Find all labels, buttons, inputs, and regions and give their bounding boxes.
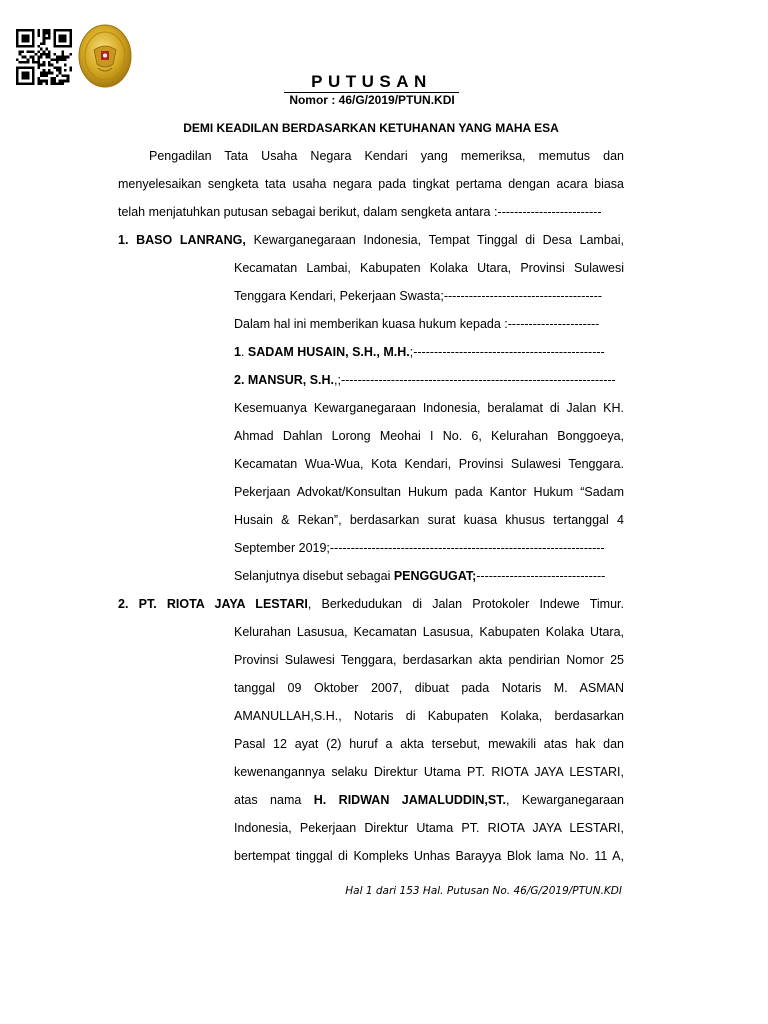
document-title: PUTUSAN	[284, 72, 459, 93]
party-1-line-2: Kecamatan Lambai, Kabupaten Kolaka Utara, Provinsi Sulawesi	[234, 261, 624, 275]
court-seal-logo	[78, 24, 132, 88]
attorney-2-dashes: ,;------------------------------------------------------------------	[334, 373, 616, 387]
attorney-address-3: Kecamatan Wua-Wua, Kota Kendari, Provinsi Sulawesi Tenggara.	[234, 457, 624, 471]
party-1-kuasa: Dalam hal ini memberikan kuasa hukum kepada :----------------------	[234, 317, 600, 331]
party-2-name: 2. PT. RIOTA JAYA LESTARI	[118, 597, 308, 611]
party-2-line-2: Kelurahan Lasusua, Kecamatan Lasusua, Kabupaten Kolaka Utara,	[234, 625, 624, 639]
party-2-line-5: AMANULLAH,S.H., Notaris di Kabupaten Kolaka, berdasarkan	[234, 709, 624, 723]
party-2-line-6: Pasal 12 ayat (2) huruf a akta tersebut, mewakili atas hak dan	[234, 737, 624, 751]
attorney-address-6: September 2019;------------------------------------------------------------------	[234, 541, 605, 555]
attorney-2-name: 2. MANSUR, S.H.	[234, 373, 335, 387]
attorney-1-name: SADAM HUSAIN, S.H., M.H.	[247, 345, 410, 359]
party-2-line-1-text: , Berkedudukan di Jalan Protokoler Indewe Timur.	[307, 597, 624, 611]
party-2-line-4: tanggal 09 Oktober 2007, dibuat pada Notaris M. ASMAN	[234, 681, 624, 695]
party-1-name: 1. BASO LANRANG,	[118, 233, 246, 247]
attorney-1-sep: .	[240, 345, 245, 359]
party-2-representative-suffix: , Kewarganegaraan	[505, 793, 624, 807]
party-2-line-9: Indonesia, Pekerjaan Direktur Utama PT. RIOTA JAYA LESTARI,	[234, 821, 624, 835]
party-2-line-3: Provinsi Sulawesi Tenggara, berdasarkan akta pendirian Nomor 25	[234, 653, 624, 667]
party-2-representative-name: H. RIDWAN JAMALUDDIN,ST.	[313, 793, 506, 807]
attorney-1-dashes: ;----------------------------------------------	[409, 345, 605, 359]
party-1-line-1	[118, 232, 624, 248]
party-1-line-1-text: Kewarganegaraan Indonesia, Tempat Tinggal di Desa Lambai,	[253, 233, 624, 247]
intro-line-1: Pengadilan Tata Usaha Negara Kendari yang memeriksa, memutus dan	[149, 149, 624, 163]
qr-code	[16, 29, 72, 85]
party-2-line-1	[118, 596, 624, 612]
party-1-role-label: PENGGUGAT;	[393, 569, 477, 583]
page-footer: Hal 1 dari 153 Hal. Putusan No. 46/G/2019/PTUN.KDI	[345, 885, 622, 897]
intro-line-3: telah menjatuhkan putusan sebagai berikut, dalam sengketa antara :-------------------------	[118, 205, 602, 219]
party-2-line-8	[234, 792, 624, 808]
intro-line-2: menyelesaikan sengketa tata usaha negara pada tingkat pertama dengan acara biasa	[118, 177, 624, 191]
party-2-line-10: bertempat tinggal di Kompleks Unhas Barayya Blok lama No. 11 A,	[234, 849, 624, 863]
party-1-role-prefix: Selanjutnya disebut sebagai	[234, 569, 394, 583]
attorney-1	[234, 344, 624, 360]
party-1-role	[234, 568, 624, 584]
preamble-heading: DEMI KEADILAN BERDASARKAN KETUHANAN YANG MAHA ESA	[183, 121, 559, 135]
party-2-line-7: kewenangannya selaku Direktur Utama PT. RIOTA JAYA LESTARI,	[234, 765, 624, 779]
case-number: Nomor : 46/G/2019/PTUN.KDI	[289, 93, 455, 107]
attorney-1-number: 1	[234, 345, 241, 359]
attorney-address-4: Pekerjaan Advokat/Konsultan Hukum pada Kantor Hukum “Sadam	[234, 485, 624, 499]
attorney-2	[234, 372, 624, 388]
attorney-address-5: Husain & Rekan”, berdasarkan surat kuasa khusus tertanggal 4	[234, 513, 624, 527]
party-2-representative-prefix: atas nama	[234, 793, 314, 807]
party-1-role-dashes: -------------------------------	[476, 569, 606, 583]
attorney-address-2: Ahmad Dahlan Lorong Meohai I No. 6, Kelurahan Bonggoeya,	[234, 429, 624, 443]
party-1-line-3: Tenggara Kendari, Pekerjaan Swasta;--------------------------------------	[234, 289, 603, 303]
attorney-address-1: Kesemuanya Kewarganegaraan Indonesia, beralamat di Jalan KH.	[234, 401, 624, 415]
